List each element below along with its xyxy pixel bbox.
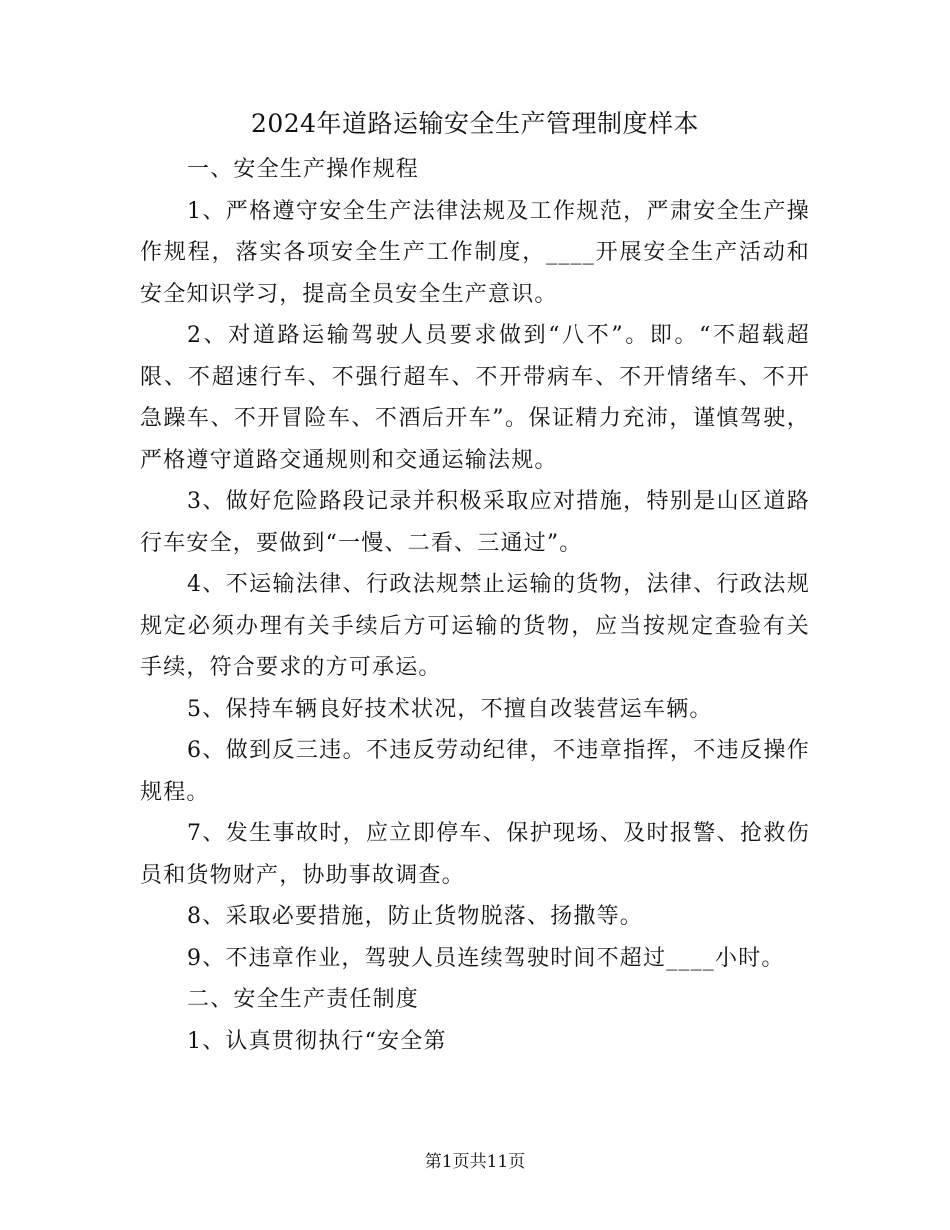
- paragraph: 7、发生事故时，应立即停车、保护现场、及时报警、抢救伤员和货物财产，协助事故调查。: [140, 821, 810, 888]
- paragraph: 1、严格遵守安全生产法律法规及工作规范，严肃安全生产操作规程，落实各项安全生产工作制度，____开展安全生产活动和安全知识学习，提高全员安全生产意识。: [140, 198, 810, 307]
- paragraph: 4、不运输法律、行政法规禁止运输的货物，法律、行政法规规定必须办理有关手续后方可运输的货物，应当按规定查验有关手续，符合要求的方可承运。: [140, 572, 810, 680]
- document-body: [140, 149, 810, 1062]
- document-title: 2024年道路运输安全生产管理制度样本: [250, 109, 700, 138]
- paragraph: 8、采取必要措施，防止货物脱落、扬撒等。: [187, 904, 643, 929]
- paragraph: 3、做好危险路段记录并积极采取应对措施，特别是山区道路行车安全，要做到“一慢、二看、三通过”。: [140, 489, 810, 556]
- paragraph: 6、做到反三违。不违反劳动纪律，不违章指挥，不违反操作规程。: [140, 738, 810, 805]
- section-heading: 一、安全生产操作规程: [187, 157, 420, 182]
- paragraph: 2、对道路运输驾驶人员要求做到“八不”。即。“不超载超限、不超速行车、不强行超车、不开带病车、不开情绪车、不开急躁车、不开冒险车、不酒后开车”。保证精力充沛，谨慎驾驶，严格遵守道路交通规则和交通运输法规。: [140, 323, 810, 473]
- paragraph: 5、保持车辆良好技术状况，不擅自改装营运车辆。: [187, 696, 713, 722]
- page-number-footer: 第1页共11页: [424, 1152, 526, 1172]
- paragraph: 1、认真贯彻执行“安全第: [187, 1028, 447, 1054]
- paragraph: 9、不违章作业，驾驶人员连续驾驶时间不超过____小时。: [187, 945, 785, 971]
- section-heading: 二、安全生产责任制度: [187, 987, 420, 1012]
